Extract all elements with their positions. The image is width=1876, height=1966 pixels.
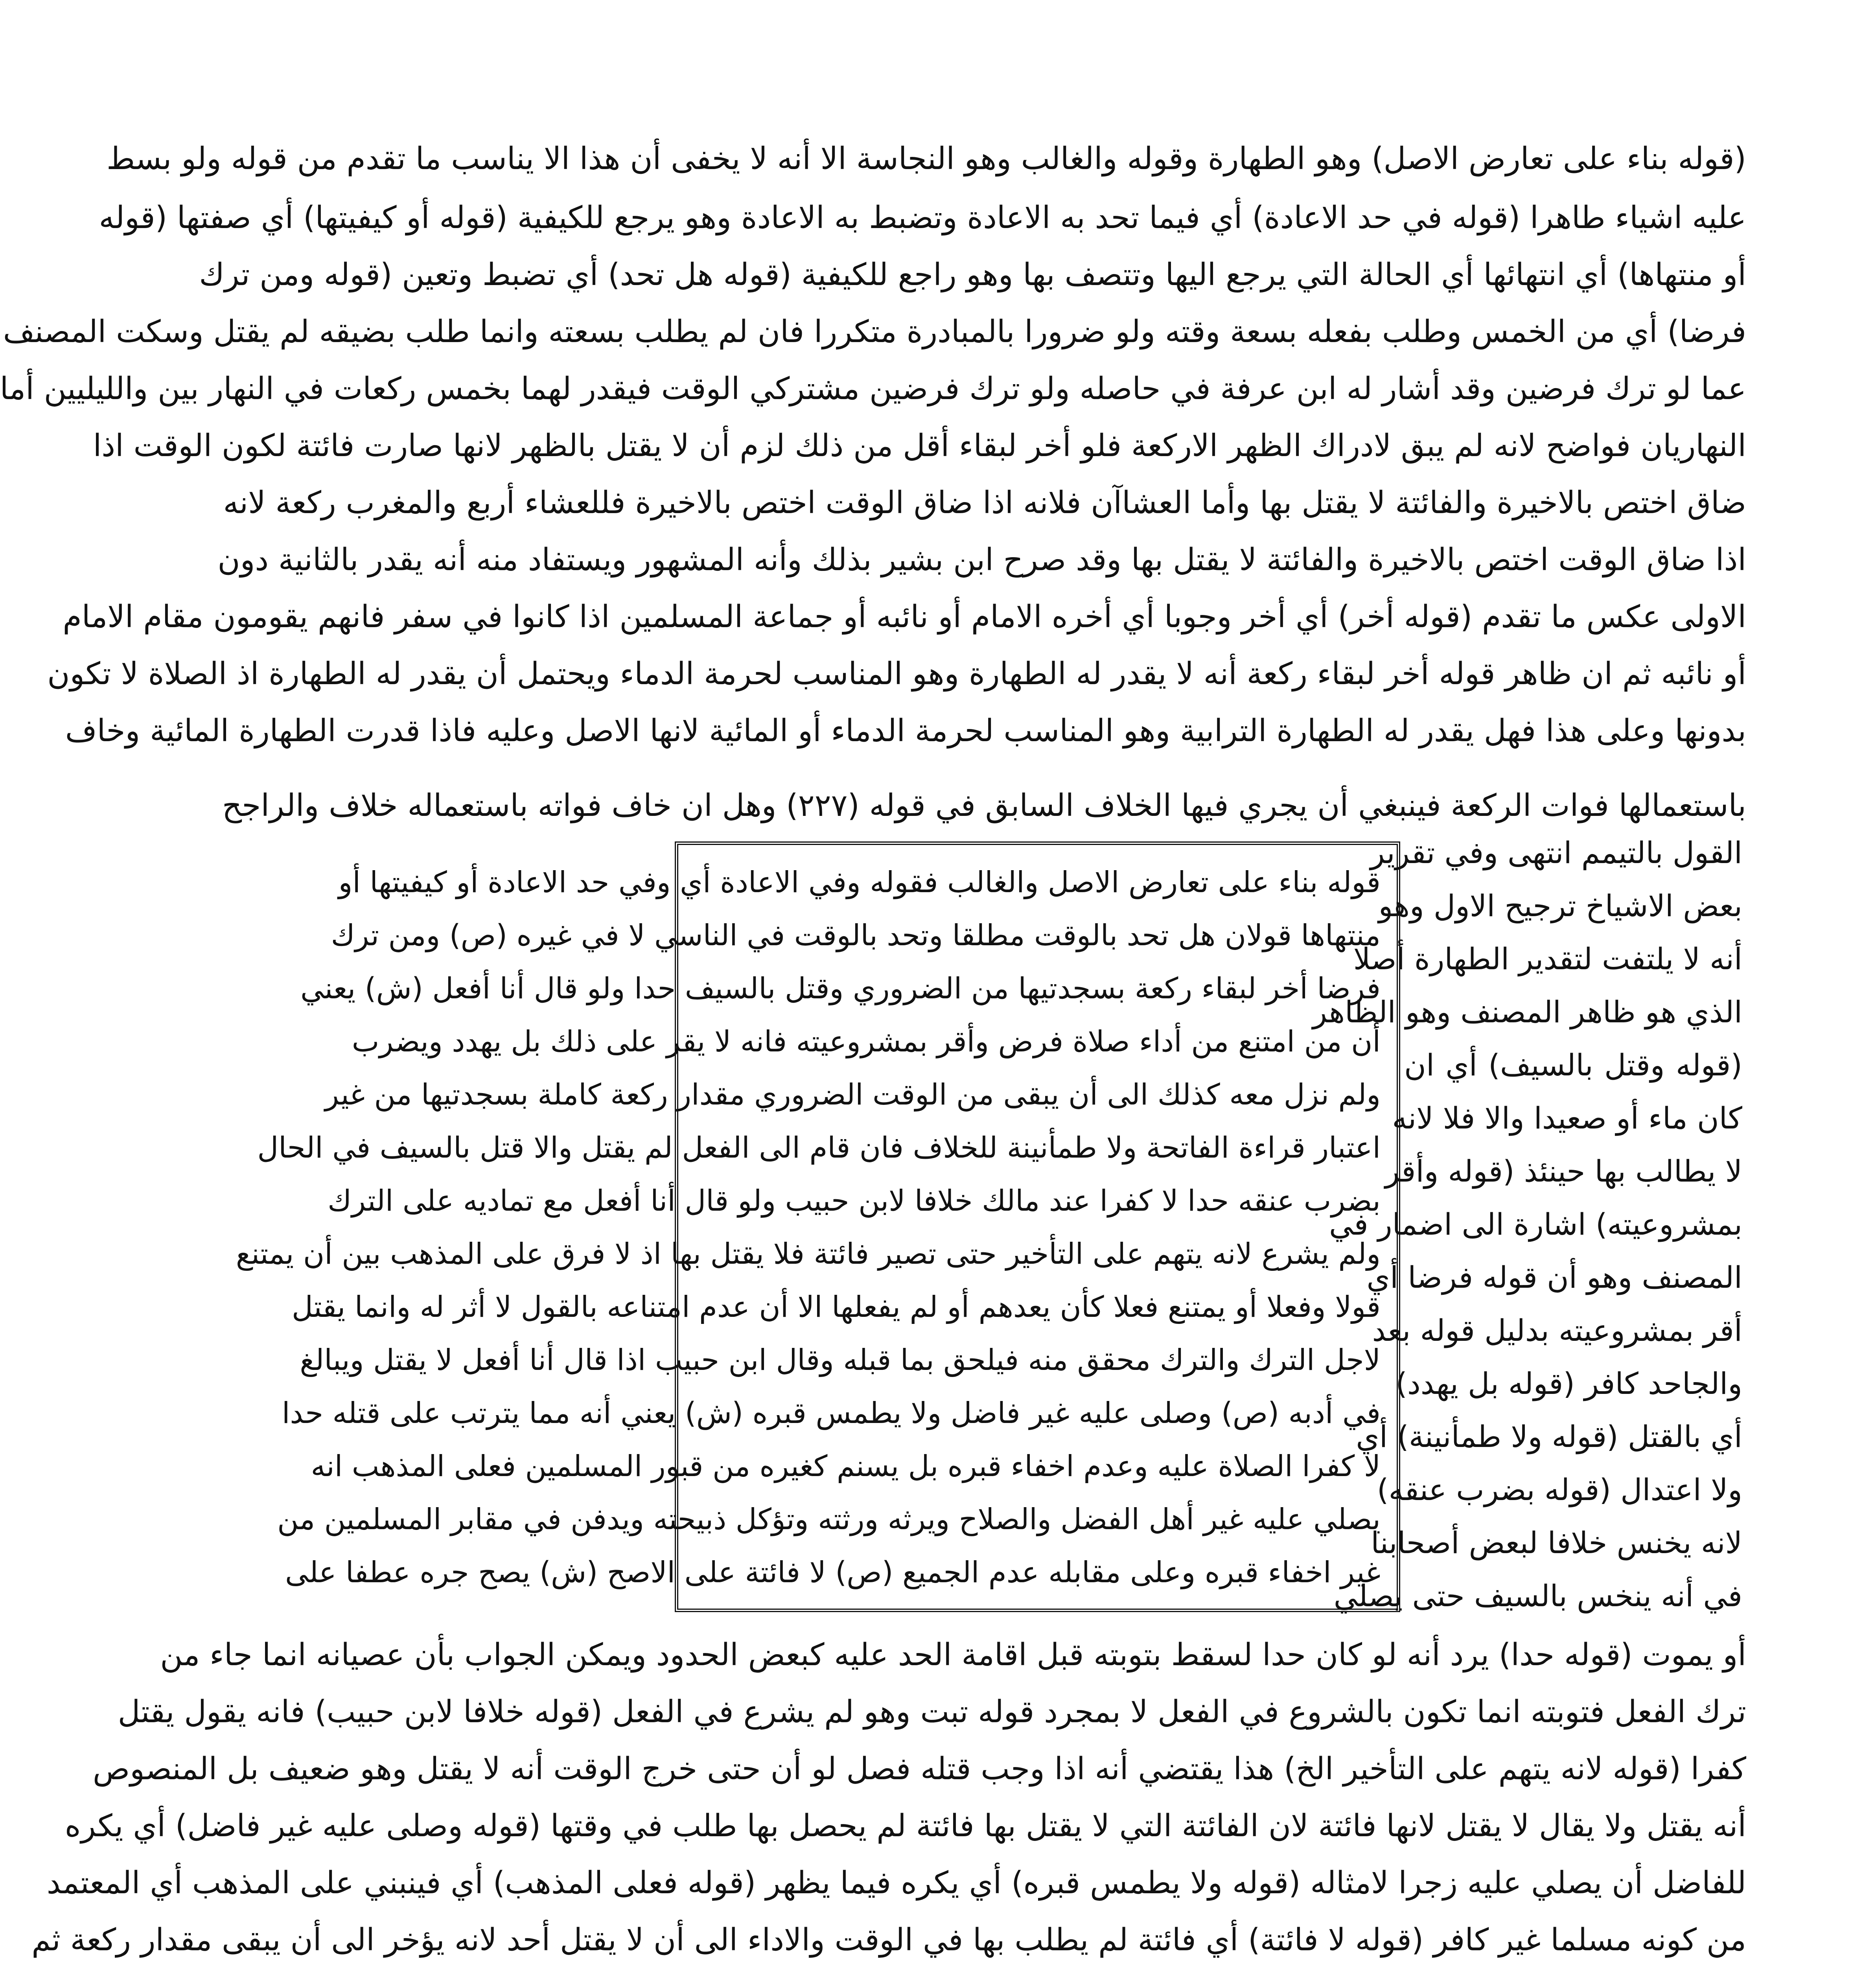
text-line: ضاق اختص بالاخيرة والفائتة لا يقتل بها وأما العشاآن فلانه اذا ضاق الوقت اختص بالاخيرة فللعشاء أربع والمغرب ركعة لانه xyxy=(223,485,1746,521)
text-line: ترك الفعل فتوبته انما تكون بالشروع في الفعل لا بمجرد قوله تبت وهو لم يشرع في الفعل (قوله خلافا لابن حبيب) فانه يقول يقتل xyxy=(118,1694,1746,1730)
text-line: فرضا) أي من الخمس وطلب بفعله بسعة وقته ولو ضرورا بالمبادرة متكررا فان لم يطلب بسعته وانما طلب بضيقه لم يقتل وسكت المصنف xyxy=(3,314,1746,350)
text-line: الاولى عكس ما تقدم (قوله أخر) أي أخر وجوبا أي أخره الامام أو نائبه أو جماعة المسلمين اذا كانوا في سفر فانهم يقومون مقام الامام xyxy=(63,599,1746,635)
text-line: النهاريان فواضح لانه لم يبق لادراك الظهر الاركعة فلو أخر لبقاء أقل من ذلك لزم أن لا يقتل بالظهر لانها صارت فائتة لكون الوقت اذا xyxy=(93,428,1746,464)
text-line: أن من امتنع من أداء صلاة فرض وأقر بمشروعيته فانه لا يقر على ذلك بل يهدد ويضرب xyxy=(352,1025,1381,1058)
text-line: المصنف وهو أن قوله فرضا أي xyxy=(1366,1260,1742,1295)
text-line: (قوله وقتل بالسيف) أي ان xyxy=(1404,1047,1742,1082)
text-line: لا يطالب بها حينئذ (قوله وأقر xyxy=(1385,1154,1742,1189)
text-line: اذا ضاق الوقت اختص بالاخيرة والفائتة لا يقتل بها وقد صرح ابن بشير بذلك وأنه المشهور ويستفاد منه أنه يقدر بالثانية دون xyxy=(217,542,1746,578)
text-line: عليه اشياء طاهرا (قوله في حد الاعادة) أي فيما تحد به الاعادة وتضبط به الاعادة وهو يرجع للكيفية (قوله أو كيفيتها) أي صفتها (قوله xyxy=(99,200,1746,236)
text-line: الذي هو ظاهر المصنف وهو الظاهر xyxy=(1313,994,1742,1029)
text-line: أنه لا يلتفت لتقدير الطهارة أصلا xyxy=(1353,941,1742,976)
text-line: كان ماء أو صعيدا والا فلا لانه xyxy=(1392,1101,1742,1136)
text-line: فرضا أخر لبقاء ركعة بسجدتيها من الضروري وقتل بالسيف حدا ولو قال أنا أفعل (ش) يعني xyxy=(300,972,1381,1005)
text-line: ولم نزل معه كذلك الى أن يبقى من الوقت الضروري مقدار ركعة كاملة بسجدتيها من غير xyxy=(325,1078,1381,1112)
text-line: القول بالتيمم انتهى وفي تقرير xyxy=(1370,835,1742,870)
text-line: اعتبار قراءة الفاتحة ولا طمأنينة للخلاف فان قام الى الفعل لم يقتل والا قتل بالسيف في الحال xyxy=(257,1131,1381,1165)
text-line: أو نائبه ثم ان ظاهر قوله أخر لبقاء ركعة أنه لا يقدر له الطهارة وهو المناسب لحرمة الدماء ويحتمل أن يقدر له الطهارة اذ الصلاة لا تكون xyxy=(47,656,1746,692)
text-line: من كونه مسلما غير كافر (قوله لا فائتة) أي فائتة لم يطلب بها في الوقت والاداء الى أن لا يقتل أحد لانه يؤخر الى أن يبقى مقدار ركعة ثم xyxy=(31,1922,1746,1958)
text-line: ولا اعتدال (قوله بضرب عنقه) xyxy=(1377,1472,1742,1507)
text-line: يصلي عليه غير أهل الفضل والصلاح ويرثه ورثته وتؤكل ذبيحته ويدفن في مقابر المسلمين من xyxy=(277,1502,1381,1536)
text-line: والجاحد كافر (قوله بل يهدد) xyxy=(1395,1366,1742,1401)
text-line: بدونها وعلى هذا فهل يقدر له الطهارة الترابية وهو المناسب لحرمة الدماء أو المائية لانها الاصل وعليه فاذا قدرت الطهارة المائية وخاف xyxy=(65,713,1746,749)
text-line: بعض الاشياخ ترجيح الاول وهو xyxy=(1378,888,1742,923)
text-line: لانه يخنس خلافا لبعض أصحابنا xyxy=(1371,1525,1742,1560)
text-line: (قوله بناء على تعارض الاصل) وهو الطهارة وقوله والغالب وهو النجاسة الا أنه لا يخفى أن هذا الا يناسب ما تقدم من قوله ولو بسط xyxy=(107,141,1746,177)
text-line: قولا وفعلا أو يمتنع فعلا كأن يعدهم أو لم يفعلها الا أن عدم امتناعه بالقول لا أثر له وانما يقتل xyxy=(291,1290,1381,1324)
text-line: أي بالقتل (قوله ولا طمأنينة) أي xyxy=(1356,1419,1742,1454)
text-line: لا كفرا الصلاة عليه وعدم اخفاء قبره بل يسنم كغيره من قبور المسلمين فعلى المذهب انه xyxy=(311,1449,1381,1483)
text-line: باستعمالها فوات الركعة فينبغي أن يجري فيها الخلاف السابق في قوله (٢٢٧) وهل ان خاف فواته باستعماله خلاف والراجح xyxy=(222,788,1746,823)
text-line: أنه يقتل ولا يقال لا يقتل لانها فائتة لان الفائتة التي لا يقتل بها فائتة لم يحصل بها طلب في وقتها (قوله وصلى عليه غير فاضل) أي يكره xyxy=(64,1808,1746,1844)
text-line: في أنه ينخس بالسيف حتى يصلي xyxy=(1333,1578,1742,1613)
text-line: في أدبه (ص) وصلى عليه غير فاضل ولا يطمس قبره (ش) يعني أنه مما يترتب على قتله حدا xyxy=(282,1396,1381,1430)
text-line: بضرب عنقه حدا لا كفرا عند مالك خلافا لابن حبيب ولو قال أنا أفعل مع تماديه على الترك xyxy=(328,1184,1381,1218)
text-line: للفاضل أن يصلي عليه زجرا لامثاله (قوله ولا يطمس قبره) أي يكره فيما يظهر (قوله فعلى المذهب) أي فينبني على المذهب أي المعتمد xyxy=(46,1865,1746,1901)
text-line: عما لو ترك فرضين وقد أشار له ابن عرفة في حاصله ولو ترك فرضين مشتركي الوقت فيقدر لهما بخمس ركعات في النهار بين والليليين أما xyxy=(0,371,1746,407)
text-line: بمشروعيته) اشارة الى اضمار في xyxy=(1329,1207,1742,1242)
text-line: أو يموت (قوله حدا) يرد أنه لو كان حدا لسقط بتوبته قبل اقامة الحد عليه كبعض الحدود ويمكن الجواب بأن عصيانه انما جاء من xyxy=(160,1637,1746,1673)
text-line: قوله بناء على تعارض الاصل والغالب فقوله وفي الاعادة أي وفي حد الاعادة أو كيفيتها أو xyxy=(338,865,1381,899)
text-line: لاجل الترك والترك محقق منه فيلحق بما قبله وقال ابن حبيب اذا قال أنا أفعل لا يقتل ويبالغ xyxy=(300,1343,1381,1377)
text-line: منتهاها قولان هل تحد بالوقت مطلقا وتحد بالوقت في الناسي لا في غيره (ص) ومن ترك xyxy=(331,919,1381,952)
text-line: ولم يشرع لانه يتهم على التأخير حتى تصير فائتة فلا يقتل بها اذ لا فرق على المذهب بين أن يمتنع xyxy=(236,1237,1381,1271)
text-line: أقر بمشروعيته بدليل قوله بعد xyxy=(1372,1313,1742,1348)
text-line: أو منتهاها) أي انتهائها أي الحالة التي يرجع اليها وتتصف بها وهو راجع للكيفية (قوله هل تحد) أي تضبط وتعين (قوله ومن ترك xyxy=(199,257,1746,293)
text-line: كفرا (قوله لانه يتهم على التأخير الخ) هذا يقتضي أنه اذا وجب قتله فصل لو أن حتى خرج الوقت أنه لا يقتل وهو ضعيف بل المنصوص xyxy=(92,1751,1746,1787)
text-line: غير اخفاء قبره وعلى مقابله عدم الجميع (ص) لا فائتة على الاصح (ش) يصح جره عطفا على xyxy=(285,1555,1381,1589)
